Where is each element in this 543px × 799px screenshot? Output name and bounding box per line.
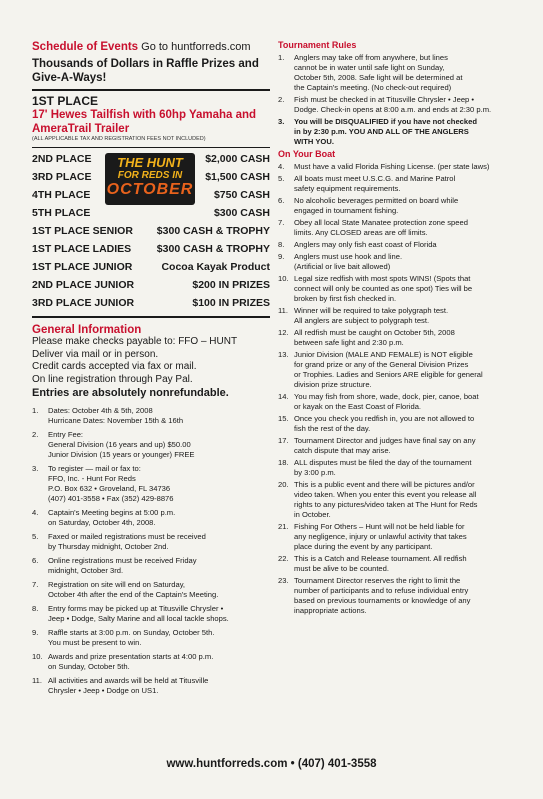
first-place-label: 1ST PLACE	[32, 94, 99, 108]
item-text: Faxed or mailed registrations must be received by Thursday midnight, October 2nd.	[48, 532, 206, 551]
tournament-rules-heading: Tournament Rules	[278, 40, 357, 50]
prize-amount: $300 CASH	[213, 207, 270, 219]
prize-place: 5TH PLACE	[32, 207, 91, 219]
divider	[32, 316, 270, 318]
prize-place: 2ND PLACE JUNIOR	[32, 279, 135, 291]
item-number: 11.	[32, 676, 42, 685]
general-info-heading: General Information	[32, 324, 142, 336]
item-number: 6.	[278, 196, 285, 205]
item-number: 6.	[32, 556, 39, 565]
list-item	[32, 464, 270, 504]
item-text: Tournament Director reserves the right to limit the number of participants and to refuse individual entry based on previous tournaments or knowledge of any inappropriate actions.	[294, 576, 471, 615]
item-number: 8.	[32, 604, 39, 613]
prize-amount: $750 CASH	[213, 189, 270, 201]
list-item	[278, 328, 526, 348]
item-text: To register — mail or fax to: FFO, Inc. - Hunt For Reds P.O. Box 632 • Groveland, FL 34736 (407) 401-3558 • Fax (352) 429-8876	[48, 464, 174, 503]
item-number: 15.	[278, 414, 289, 423]
item-number: 4.	[278, 162, 285, 171]
hunt-for-reds-logo	[105, 153, 195, 205]
footer-contact: www.huntforreds.com • (407) 401-3558	[166, 758, 377, 770]
prize-place: 1ST PLACE LADIES	[32, 243, 132, 255]
item-number: 11.	[278, 306, 288, 315]
list-item	[278, 350, 526, 390]
general-info-line: Deliver via mail or in person.	[32, 348, 159, 360]
item-text: No alcoholic beverages permitted on board while engaged in tournament fishing.	[294, 196, 459, 215]
item-number: 9.	[278, 252, 285, 261]
list-item	[278, 95, 526, 115]
prize-row	[32, 204, 270, 222]
item-number: 1.	[32, 406, 39, 415]
item-text: Raffle starts at 3:00 p.m. on Sunday, October 5th. You must be present to win.	[48, 628, 215, 647]
prize-place: 1ST PLACE SENIOR	[32, 225, 133, 237]
list-item	[32, 406, 270, 426]
item-text: You will be DISQUALIFIED if you have not checked in by 2:30 p.m. YOU AND ALL OF THE ANGLERS WITH YOU.	[294, 117, 477, 146]
list-item	[278, 174, 526, 194]
on-your-boat-heading: On Your Boat	[278, 149, 336, 159]
item-number: 12.	[278, 328, 289, 337]
raffle-subhead: Thousands of Dollars in Raffle Prizes and Give-A-Ways!	[32, 58, 259, 84]
item-number: 8.	[278, 240, 285, 249]
item-text: All boats must meet U.S.C.G. and Marine Patrol safety equipment requirements.	[294, 174, 456, 193]
list-item	[32, 676, 270, 696]
prize-amount: $200 IN PRIZES	[192, 279, 270, 291]
general-info-lines	[32, 336, 270, 386]
general-info-list	[32, 406, 270, 696]
item-number: 9.	[32, 628, 39, 637]
item-number: 4.	[32, 508, 39, 517]
item-text: Must have a valid Florida Fishing License. (per state laws)	[294, 162, 490, 171]
item-number: 21.	[278, 522, 289, 531]
item-number: 3.	[32, 464, 39, 473]
item-number: 18.	[278, 458, 289, 467]
item-number: 17.	[278, 436, 289, 445]
item-text: Obey all local State Manatee protection zone speed limits. Any CLOSED areas are off limits.	[294, 218, 468, 237]
list-item	[32, 652, 270, 672]
schedule-heading: Schedule of Events	[32, 41, 139, 53]
item-text: This is a Catch and Release tournament. All redfish must be alive to be counted.	[294, 554, 467, 573]
schedule-link[interactable]: Go to huntforreds.com	[138, 41, 251, 53]
item-number: 7.	[278, 218, 285, 227]
prize-row	[32, 258, 270, 276]
list-item	[278, 252, 526, 272]
item-text: Registration on site will end on Saturday, October 4th after the end of the Captain's Meeting.	[48, 580, 219, 599]
item-number: 3.	[278, 117, 285, 126]
prize-row	[32, 276, 270, 294]
item-number: 5.	[278, 174, 285, 183]
prize-amount: $1,500 CASH	[205, 171, 270, 183]
general-info-line: On line registration through Pay Pal.	[32, 373, 193, 385]
list-item	[278, 480, 526, 520]
item-text: Once you check you redfish in, you are not allowed to fish the rest of the day.	[294, 414, 475, 433]
divider	[32, 89, 270, 91]
item-number: 1.	[278, 53, 285, 62]
item-text: Winner will be required to take polygraph test. All anglers are subject to polygraph test.	[294, 306, 449, 325]
list-item	[278, 53, 526, 93]
prize-place: 3RD PLACE JUNIOR	[32, 297, 135, 309]
item-text: ALL disputes must be filed the day of the tournament by 3:00 p.m.	[294, 458, 472, 477]
prize-row	[32, 222, 270, 240]
item-text: Junior Division (MALE AND FEMALE) is NOT eligible for grand prize or any of the General Division Prizes or Trophies. Ladies and Seniors ARE eligible for general division prize structure.	[294, 350, 483, 389]
list-item	[32, 556, 270, 576]
item-text: Fishing For Others – Hunt will not be held liable for any negligence, injury or unlawful activity that takes place during the event by any participant.	[294, 522, 467, 551]
divider	[32, 147, 270, 148]
prize-row	[32, 240, 270, 258]
list-item	[278, 274, 526, 304]
prize-place: 2ND PLACE	[32, 153, 92, 165]
item-text: Entry Fee: General Division (16 years and up) $50.00 Junior Division (15 years or younger) FREE	[48, 430, 195, 459]
on-your-boat-list	[278, 162, 526, 616]
item-text: Captain's Meeting begins at 5:00 p.m. on Saturday, October 4th, 2008.	[48, 508, 176, 527]
item-text: Dates: October 4th & 5th, 2008 Hurricane Dates: November 15th & 16th	[48, 406, 184, 425]
item-number: 20.	[278, 480, 289, 489]
item-number: 23.	[278, 576, 289, 585]
general-info-line: Credit cards accepted via fax or mail.	[32, 361, 197, 372]
left-column	[32, 40, 270, 700]
right-column	[278, 40, 526, 618]
prize-place: 3RD PLACE	[32, 171, 92, 183]
list-item	[278, 306, 526, 326]
prize-amount: $2,000 CASH	[205, 153, 270, 165]
list-item	[278, 218, 526, 238]
list-item	[32, 430, 270, 460]
item-text: Entry forms may be picked up at Titusville Chrysler • Jeep • Dodge, Salty Marine and all local tackle shops.	[48, 604, 229, 623]
schedule-header	[32, 40, 270, 54]
item-number: 2.	[32, 430, 39, 439]
prize-amount: $300 CASH & TROPHY	[156, 243, 270, 255]
list-item	[32, 628, 270, 648]
logo-line-3: OCTOBER	[106, 181, 194, 198]
item-text: You may fish from shore, wade, dock, pier, canoe, boat or kayak on the East Coast of Florida.	[294, 392, 479, 411]
item-text: Fish must be checked in at Titusville Chrysler • Jeep • Dodge. Check-in opens at 8:00 a.m. and ends at 2:30 p.m.	[294, 95, 492, 114]
first-place-prize: 17' Hewes Tailfish with 60hp Yamaha and AmeraTrail Trailer	[32, 109, 257, 135]
item-text: All activities and awards will be held at Titusville Chrysler • Jeep • Dodge on US1.	[48, 676, 209, 695]
list-item	[32, 508, 270, 528]
item-number: 22.	[278, 554, 289, 563]
item-number: 13.	[278, 350, 289, 359]
item-number: 2.	[278, 95, 285, 104]
prize-amount: $300 CASH & TROPHY	[156, 225, 270, 237]
item-text: This is a public event and there will be pictures and/or video taken. When you enter this event you release all rights to any pictures/video taken at The Hunt for Reds in October.	[294, 480, 478, 519]
list-item	[278, 458, 526, 478]
item-text: Awards and prize presentation starts at 4:00 p.m. on Sunday, October 5th.	[48, 652, 214, 671]
item-text: Anglers must use hook and line. (Artificial or live bait allowed)	[294, 252, 403, 271]
prize-table	[32, 150, 270, 312]
tax-note: (ALL APPLICABLE TAX AND REGISTRATION FEES NOT INCLUDED)	[32, 136, 206, 142]
item-number: 14.	[278, 392, 289, 401]
list-item	[32, 604, 270, 624]
general-info-line: Please make checks payable to: FFO – HUNT	[32, 336, 238, 347]
logo-line-1: THE HUNT	[117, 155, 183, 170]
prize-amount: $100 IN PRIZES	[192, 297, 270, 309]
item-text: Anglers may only fish east coast of Florida	[294, 240, 437, 249]
prize-place: 1ST PLACE JUNIOR	[32, 261, 133, 273]
prize-amount: Cocoa Kayak Product	[161, 261, 270, 273]
list-item	[278, 240, 526, 250]
nonrefundable-note: Entries are absolutely nonrefundable.	[32, 387, 229, 399]
item-text: Online registrations must be received Friday midnight, October 3rd.	[48, 556, 197, 575]
item-number: 5.	[32, 532, 39, 541]
list-item	[278, 576, 526, 616]
list-item	[278, 162, 526, 172]
tournament-rules-list	[278, 53, 526, 147]
list-item	[278, 522, 526, 552]
list-item	[278, 554, 526, 574]
item-text: Tournament Director and judges have final say on any catch dispute that may arise.	[294, 436, 476, 455]
item-text: Legal size redfish with most spots WINS! (Spots that connect will only be counted as one spot) Ties will be broken by first fish checked in.	[294, 274, 473, 303]
prize-place: 4TH PLACE	[32, 189, 91, 201]
item-number: 10.	[278, 274, 289, 283]
list-item	[278, 392, 526, 412]
list-item	[278, 436, 526, 456]
list-item	[32, 532, 270, 552]
logo-line-2: FOR REDS IN	[117, 170, 183, 181]
list-item	[278, 196, 526, 216]
item-text: All redfish must be caught on October 5th, 2008 between safe light and 2:30 p.m.	[294, 328, 455, 347]
prize-row	[32, 294, 270, 312]
list-item	[32, 580, 270, 600]
list-item	[278, 414, 526, 434]
item-number: 10.	[32, 652, 43, 661]
item-number: 7.	[32, 580, 39, 589]
item-text: Anglers may take off from anywhere, but lines cannot be in water until safe light on Sunday, October 5th, 2008. Safe light will be determined at the Captain's meeting. (No check-out required)	[294, 53, 463, 92]
list-item	[278, 117, 526, 147]
